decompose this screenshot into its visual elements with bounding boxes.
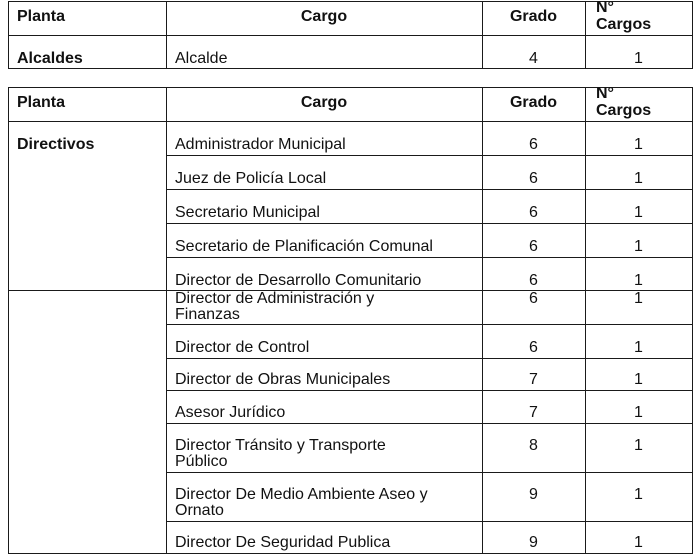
grado-cell: 6 [529, 204, 538, 221]
header-cargos: Cargos [596, 16, 652, 33]
count-cell: 1 [634, 238, 643, 255]
header-cargos: Cargos [596, 102, 652, 119]
rule [166, 189, 693, 190]
cargo-cell-cont: Ornato [175, 502, 224, 519]
rule [8, 1, 9, 69]
rule [692, 1, 693, 69]
rule [166, 324, 693, 325]
grado-cell: 7 [529, 404, 538, 421]
rule [8, 68, 693, 69]
grado-cell: 9 [529, 534, 538, 551]
header-grado: Grado [509, 94, 558, 111]
rule [482, 87, 483, 554]
rule [166, 472, 693, 473]
cargo-cell: Director de Desarrollo Comunitario [175, 272, 422, 289]
cargo-cell: Director Tránsito y Transporte [175, 437, 386, 454]
count-cell: 1 [634, 136, 643, 153]
cargo-cell: Secretario Municipal [175, 204, 320, 221]
header-grado: Grado [509, 8, 558, 25]
header-planta: Planta [17, 8, 66, 25]
rule [8, 87, 9, 554]
cargo-cell: Alcalde [175, 50, 228, 67]
grado-cell: 6 [529, 170, 538, 187]
rule [8, 35, 693, 36]
rule [585, 87, 586, 554]
rule [8, 87, 693, 88]
rule [166, 358, 693, 359]
count-cell: 1 [634, 534, 643, 551]
rule [166, 87, 167, 554]
count-cell: 1 [634, 204, 643, 221]
count-cell: 1 [634, 272, 643, 289]
grado-cell: 6 [529, 238, 538, 255]
grado-cell: 8 [529, 437, 538, 454]
header-cargo: Cargo [300, 94, 348, 111]
cargo-cell: Director De Seguridad Publica [175, 534, 391, 551]
rule [8, 121, 693, 122]
grado-cell: 7 [529, 371, 538, 388]
cargo-cell: Juez de Policía Local [175, 170, 327, 187]
cargo-cell: Director de Obras Municipales [175, 371, 391, 388]
rule [692, 87, 693, 554]
count-cell: 1 [634, 170, 643, 187]
cargo-cell: Director de Control [175, 339, 310, 356]
planta-alcaldes: Alcaldes [17, 50, 83, 67]
grado-cell: 6 [529, 272, 538, 289]
cargo-cell-cont: Finanzas [175, 306, 240, 323]
cargo-cell-cont: Público [175, 453, 228, 470]
planta-directivos: Directivos [17, 136, 95, 153]
grado-cell: 6 [529, 290, 538, 307]
grado-cell: 9 [529, 486, 538, 503]
cargo-cell: Asesor Jurídico [175, 404, 286, 421]
rule [166, 257, 693, 258]
rule [8, 1, 693, 2]
rule [166, 423, 693, 424]
cargo-cell: Administrador Municipal [175, 136, 346, 153]
grado-cell: 6 [529, 339, 538, 356]
cargo-cell: Director De Medio Ambiente Aseo y [175, 486, 428, 503]
count-cell: 1 [634, 339, 643, 356]
count-cell: 1 [634, 290, 643, 307]
rule [166, 390, 693, 391]
count-cell: 1 [634, 50, 643, 67]
header-n: N° [596, 0, 614, 16]
rule [166, 223, 693, 224]
header-cargo: Cargo [300, 8, 348, 25]
header-planta: Planta [17, 94, 66, 111]
cargo-cell: Secretario de Planificación Comunal [175, 238, 433, 255]
cargo-cell: Director de Administración y [175, 290, 375, 307]
grado-cell: 6 [529, 136, 538, 153]
header-n: N° [596, 85, 614, 102]
count-cell: 1 [634, 404, 643, 421]
count-cell: 1 [634, 437, 643, 454]
count-cell: 1 [634, 371, 643, 388]
count-cell: 1 [634, 486, 643, 503]
rule [166, 521, 693, 522]
grado-cell: 4 [529, 50, 538, 67]
rule [166, 155, 693, 156]
